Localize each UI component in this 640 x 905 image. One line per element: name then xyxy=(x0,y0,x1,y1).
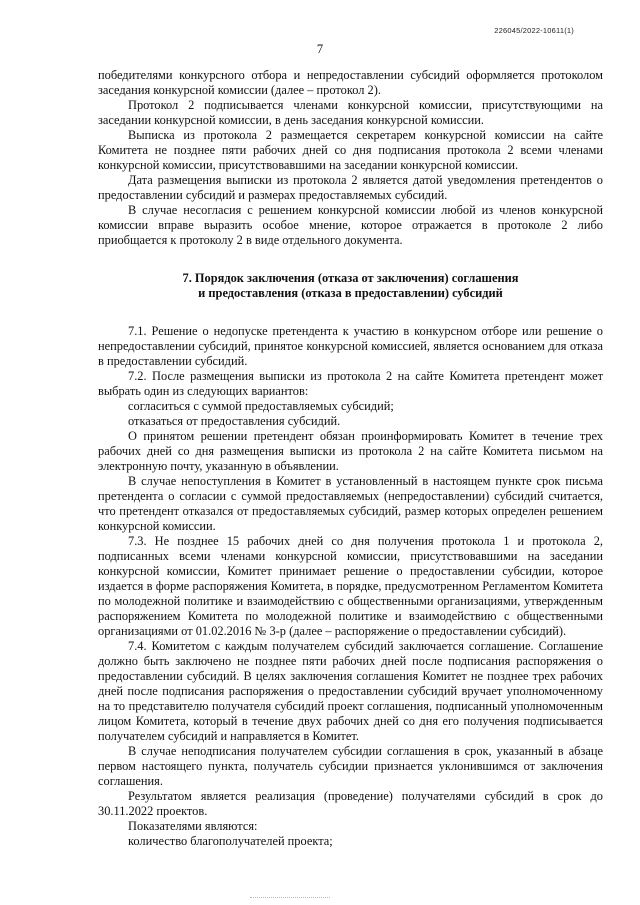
list-item: количество благополучателей проекта; xyxy=(128,834,333,848)
paragraph: О принятом решении претендент обязан проинформировать Комитет в течение трех рабочих дней со дня размещения выписки из протокола 2 на сайте Комитета письмом на электронную почту, указанную в объявлении. xyxy=(98,429,603,473)
section-heading-line: 7. Порядок заключения (отказа от заключения) соглашения xyxy=(182,271,519,285)
paragraph: 7.4. Комитетом с каждым получателем субсидий заключается соглашение. Соглашение должно быть заключено не позднее пяти рабочих дней после подписания распоряжения о предоставлении субсидий. В целях заключения соглашения Комитет не позднее трех рабочих дней после подписания распоряжения о предоставлении субсидий вручает уполномоченному на то представителю получателя субсидий проект соглашения, подписанный уполномоченным лицом Комитета, который в течение двух рабочих дней со дня его получения подписывается получателем субсидий и направляется в Комитет. xyxy=(98,639,603,743)
paragraph: 7.2. После размещения выписки из протокола 2 на сайте Комитета претендент может выбрать один из следующих вариантов: xyxy=(98,369,603,398)
section-heading xyxy=(98,271,603,301)
paragraph: В случае несогласия с решением конкурсной комиссии любой из членов конкурсной комиссии вправе выразить особое мнение, которое отражается в протоколе 2 либо приобщается к протоколу 2 в виде отдельного документа. xyxy=(98,203,603,247)
paragraph: победителями конкурсного отбора и непредоставлении субсидий оформляется протоколом заседания конкурсной комиссии (далее – протокол 2). xyxy=(98,68,603,97)
page-number: 7 xyxy=(316,42,324,56)
paragraph: 7.3. Не позднее 15 рабочих дней со дня получения протокола 1 и протокола 2, подписанных всеми членами конкурсной комиссии, присутствовавшими на заседании конкурсной комиссии, Комитет принимает решение о предоставлении субсидии, которое издается в форме распоряжения Комитета, в порядке, предусмотренном Регламентом Комитета по молодежной политике и взаимодействию с общественными организациями, утвержденным распоряжением Комитета по молодежной политике и взаимодействию с общественными организациями от 01.02.2016 № 3-р (далее – распоряжение о предоставлении субсидий). xyxy=(98,534,603,638)
paragraph: Протокол 2 подписывается членами конкурсной комиссии, присутствующими на заседании конкурсной комиссии, в день заседания конкурсной комиссии. xyxy=(98,98,603,127)
registration-number: 226045/2022-10611(1) xyxy=(494,26,574,35)
paragraph: Результатом является реализация (проведение) получателями субсидий в срок до 30.11.2022 проектов. xyxy=(98,789,603,818)
paragraph: 7.1. Решение о недопуске претендента к участию в конкурсном отборе или решение о непредоставлении субсидий, принятое конкурсной комиссией, является основанием для отказа в предоставлении субсидий. xyxy=(98,324,603,368)
list-item: отказаться от предоставления субсидий. xyxy=(128,414,341,428)
scan-footer-mark xyxy=(250,897,330,900)
paragraph: В случае неподписания получателем субсидии соглашения в срок, указанный в абзаце первом настоящего пункта, получатель субсидии признается уклонившимся от заключения соглашения. xyxy=(98,744,603,788)
document-body xyxy=(98,68,603,849)
paragraph: Показателями являются: xyxy=(128,819,258,833)
paragraph: Выписка из протокола 2 размещается секретарем конкурсной комиссии на сайте Комитета не позднее пяти рабочих дней со дня подписания протокола 2 всеми членами конкурсной комиссии, присутствовавшими на заседании конкурсной комиссии. xyxy=(98,128,603,172)
list-item: согласиться с суммой предоставляемых субсидий; xyxy=(128,399,394,413)
paragraph: В случае непоступления в Комитет в установленный в настоящем пункте срок письма претендента о согласии с суммой предоставляемых (непредоставлении) субсидий считается, что претендент отказался от предоставляемых субсидий, размер которых определен решением конкурсной комиссии. xyxy=(98,474,603,533)
section-heading-line: и предоставления (отказа в предоставлении) субсидий xyxy=(198,286,503,300)
paragraph: Дата размещения выписки из протокола 2 является датой уведомления претендентов о предоставлении субсидий и размерах предоставляемых субсидий. xyxy=(98,173,603,202)
